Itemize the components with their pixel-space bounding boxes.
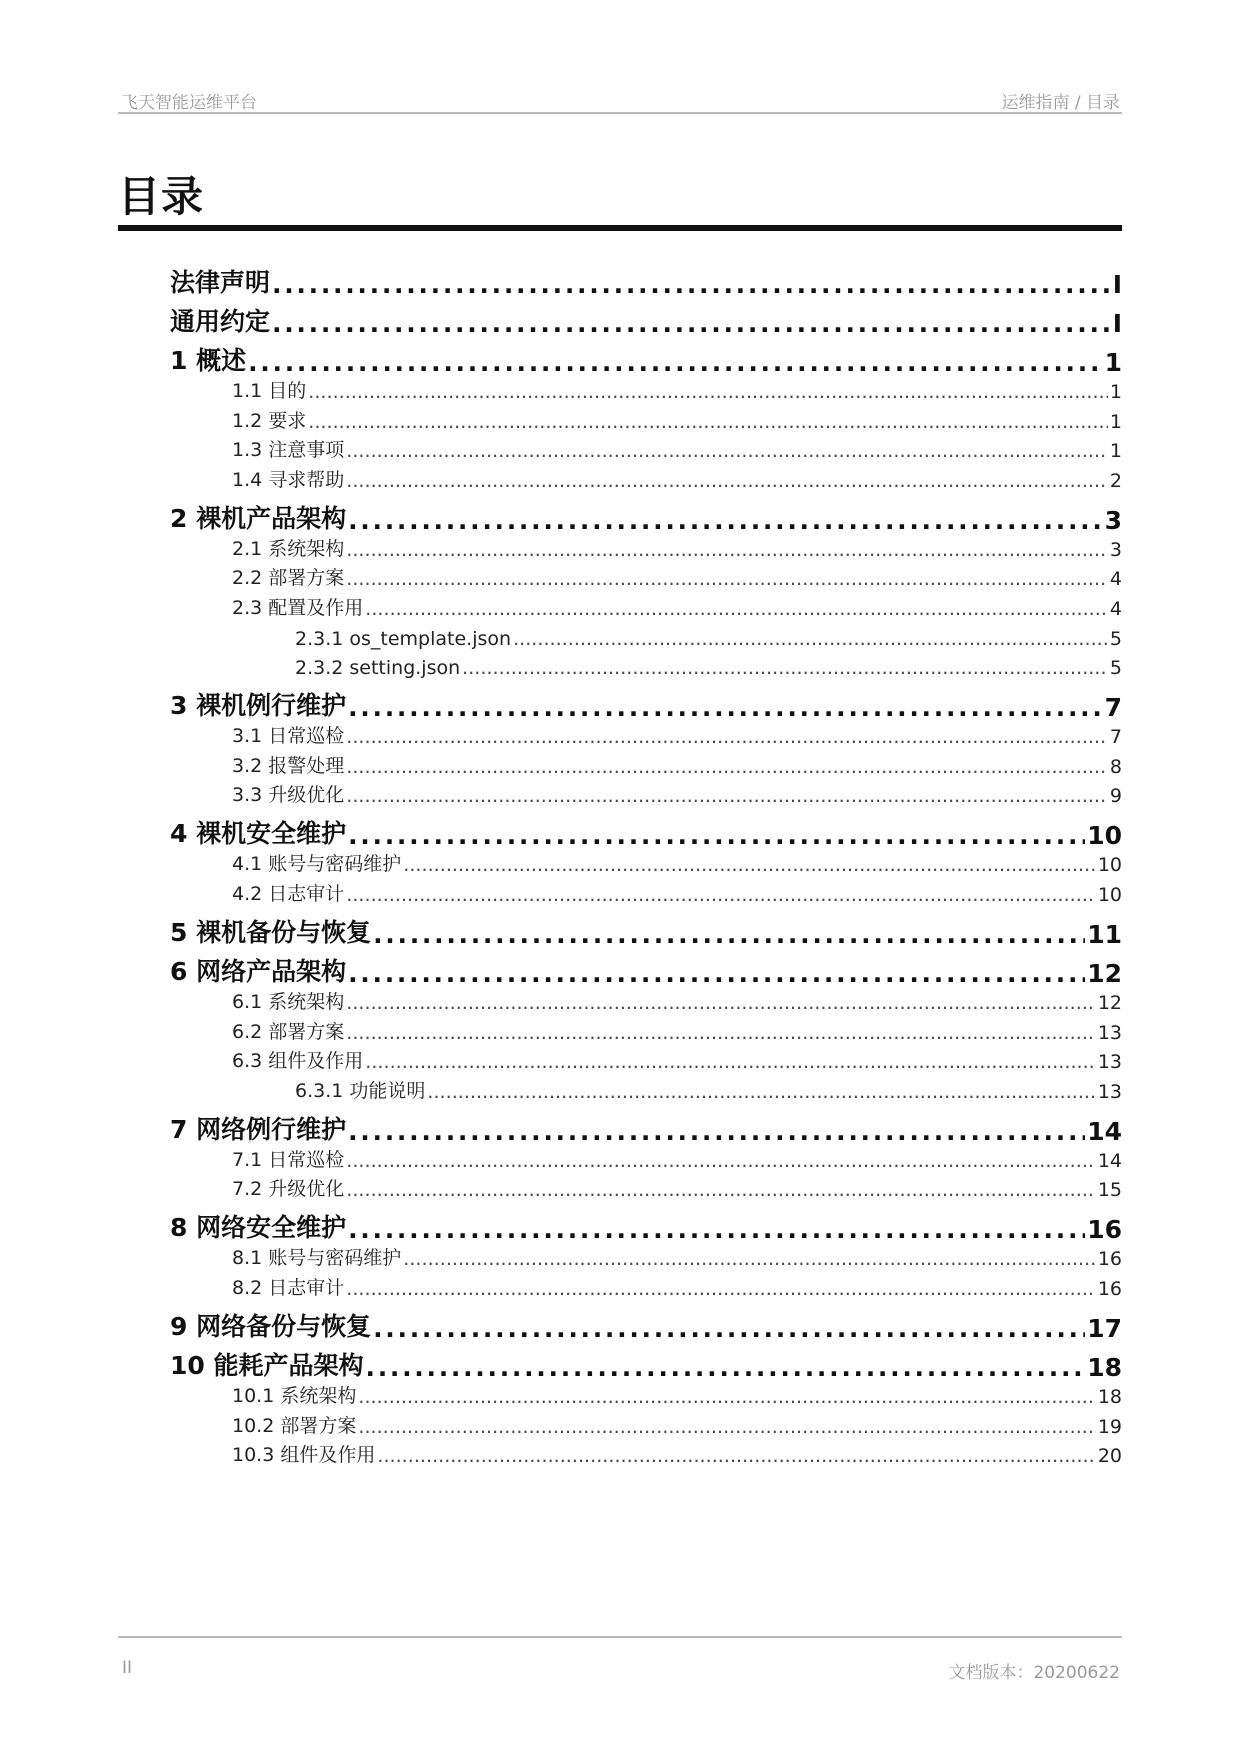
toc-dot-leader	[365, 1051, 1096, 1073]
toc-entry-label: 10.3 组件及作用	[232, 1444, 376, 1467]
toc-entry-label: 10.2 部署方案	[232, 1414, 357, 1437]
toc-entry-label: 2.2 部署方案	[232, 567, 345, 590]
toc-entry[interactable]	[232, 375, 1122, 403]
toc-dot-leader	[358, 1416, 1095, 1438]
toc-entry-page: 12	[1087, 959, 1122, 988]
toc-entry[interactable]	[170, 686, 1122, 722]
toc-entry-label: 法律声明	[170, 268, 271, 297]
toc-dot-leader	[358, 1386, 1095, 1408]
toc-entry-page: 3	[1109, 538, 1122, 561]
toc-dot-leader	[248, 348, 1102, 377]
footer-doc-version: 文档版本：20200622	[948, 1663, 1120, 1683]
toc-dot-leader	[348, 1117, 1085, 1146]
toc-entry[interactable]	[232, 1410, 1122, 1438]
toc-entry-page: 13	[1097, 1021, 1122, 1044]
toc-entry-label: 6.2 部署方案	[232, 1020, 345, 1043]
toc-dot-leader	[272, 309, 1111, 338]
toc-entry[interactable]	[295, 622, 1122, 650]
toc-entry-label: 8.2 日志审计	[232, 1277, 345, 1299]
toc-entry-page: 16	[1087, 1215, 1122, 1245]
toc-entry[interactable]	[170, 1110, 1122, 1146]
toc-entry-page: 5	[1109, 627, 1122, 650]
toc-entry-label: 1.2 要求	[232, 409, 307, 432]
toc-entry[interactable]	[170, 1307, 1122, 1343]
toc-dot-leader	[346, 756, 1108, 778]
toc-dot-leader	[462, 657, 1108, 679]
toc-entry-page: 11	[1087, 920, 1122, 949]
toc-entry[interactable]	[232, 1272, 1122, 1300]
toc-entry-page: 19	[1097, 1415, 1122, 1438]
toc-entry-page: 1	[1109, 381, 1122, 403]
toc-entry-label: 6 网络产品架构	[170, 957, 347, 986]
toc-entry[interactable]	[232, 592, 1122, 620]
toc-entry[interactable]	[232, 405, 1122, 433]
toc-entry-label: 7.1 日常巡检	[232, 1148, 345, 1171]
toc-entry-label: 3 裸机例行维护	[170, 691, 347, 721]
toc-entry-page: 9	[1109, 785, 1122, 808]
toc-entry-label: 1.3 注意事项	[232, 439, 345, 462]
toc-entry[interactable]	[170, 952, 1122, 988]
toc-entry[interactable]	[232, 1045, 1122, 1073]
toc-entry[interactable]	[232, 878, 1122, 906]
title-divider	[118, 225, 1122, 231]
toc-entry-page: 14	[1097, 1149, 1122, 1172]
toc-entry-page: 18	[1087, 1353, 1122, 1382]
toc-entry-page: 13	[1097, 1080, 1122, 1103]
toc-entry[interactable]	[170, 1208, 1122, 1244]
toc-entry-label: 10.1 系统架构	[232, 1385, 357, 1407]
toc-entry[interactable]	[170, 1346, 1122, 1382]
toc-entry[interactable]	[232, 720, 1122, 748]
toc-entry-label: 6.1 系统架构	[232, 991, 345, 1013]
toc-entry-page: 20	[1097, 1445, 1122, 1468]
toc-dot-leader	[377, 1445, 1095, 1467]
toc-entry-label: 6.3.1 功能说明	[295, 1079, 426, 1102]
toc-dot-leader	[346, 1150, 1096, 1172]
toc-entry-label: 4.2 日志审计	[232, 883, 345, 905]
toc-dot-leader	[403, 1248, 1096, 1270]
toc-entry-page: 2	[1109, 469, 1122, 492]
toc-dot-leader	[346, 440, 1108, 462]
toc-dot-leader	[346, 785, 1108, 807]
toc-dot-leader	[308, 411, 1108, 433]
toc-entry-label: 4 裸机安全维护	[170, 819, 347, 849]
toc-entry[interactable]	[295, 651, 1122, 679]
toc-entry[interactable]	[232, 848, 1122, 876]
toc-entry-label: 2.3.2 setting.json	[295, 657, 461, 680]
toc-dot-leader	[427, 1081, 1095, 1103]
toc-entry-label: 7.2 升级优化	[232, 1178, 345, 1201]
toc-dot-leader	[346, 726, 1108, 748]
toc-dot-leader	[348, 821, 1085, 850]
toc-entry-page: 5	[1109, 657, 1122, 680]
toc-entry-label: 1.4 寻求帮助	[232, 468, 345, 491]
toc-entry-label: 10 能耗产品架构	[170, 1351, 364, 1380]
toc-dot-leader	[308, 381, 1108, 403]
toc-entry-page: 1	[1109, 410, 1122, 433]
toc-entry[interactable]	[232, 562, 1122, 590]
toc-entry[interactable]	[170, 263, 1122, 299]
toc-dot-leader	[272, 270, 1111, 299]
toc-entry-page: 4	[1109, 568, 1122, 591]
toc-entry-label: 2.3.1 os_template.json	[295, 627, 512, 650]
toc-entry-label: 1 概述	[170, 346, 247, 375]
toc-entry-page: I	[1112, 309, 1122, 338]
toc-entry-label: 4.1 账号与密码维护	[232, 853, 402, 876]
toc-dot-leader	[366, 1353, 1086, 1382]
toc-entry-page: 1	[1109, 440, 1122, 463]
toc-entry-label: 8 网络安全维护	[170, 1213, 347, 1243]
toc-dot-leader	[346, 1179, 1096, 1201]
page-title: 目录	[118, 172, 205, 221]
toc-dot-leader	[346, 539, 1108, 561]
toc-dot-leader	[346, 884, 1096, 906]
toc-entry[interactable]	[232, 1144, 1122, 1172]
toc-entry-label: 2 裸机产品架构	[170, 503, 347, 533]
toc-entry-label: 3.3 升级优化	[232, 784, 345, 807]
toc-entry-label: 6.3 组件及作用	[232, 1050, 364, 1073]
toc-entry-page: 7	[1109, 726, 1122, 749]
page-footer	[118, 1636, 1122, 1683]
toc-entry-page: 10	[1097, 884, 1122, 906]
toc-dot-leader	[346, 568, 1108, 590]
toc-entry-page: 16	[1097, 1278, 1122, 1300]
toc-entry-label: 7 网络例行维护	[170, 1114, 347, 1144]
toc-entry[interactable]	[170, 913, 1122, 949]
toc-entry[interactable]	[232, 1173, 1122, 1201]
toc-entry[interactable]	[232, 1380, 1122, 1408]
toc-entry-label: 2.3 配置及作用	[232, 597, 364, 619]
toc-entry-page: 18	[1097, 1386, 1122, 1408]
toc-entry[interactable]	[170, 341, 1122, 377]
footer-page-number: II	[122, 1658, 133, 1678]
toc-entry[interactable]	[232, 464, 1122, 492]
toc-entry[interactable]	[232, 1439, 1122, 1467]
toc-dot-leader	[346, 1278, 1096, 1300]
toc-entry[interactable]	[232, 533, 1122, 561]
toc-dot-leader	[348, 1215, 1085, 1244]
header-breadcrumb: 运维指南 / 目录	[1001, 93, 1120, 113]
toc-entry-page: 4	[1109, 598, 1122, 620]
toc-entry[interactable]	[170, 499, 1122, 535]
toc-entry-page: 15	[1097, 1179, 1122, 1202]
toc-dot-leader	[348, 693, 1102, 722]
toc-entry[interactable]	[232, 779, 1122, 807]
toc-entry-page: 8	[1109, 755, 1122, 778]
toc-entry-page: 13	[1097, 1051, 1122, 1074]
page-header	[118, 86, 1122, 114]
toc-entry-label: 5 裸机备份与恢复	[170, 918, 372, 947]
toc-entry-label: 9 网络备份与恢复	[170, 1312, 372, 1341]
toc-entry-page: I	[1112, 270, 1122, 299]
toc-entry-page: 1	[1104, 348, 1122, 377]
toc-entry[interactable]	[170, 814, 1122, 850]
toc-dot-leader	[373, 920, 1085, 949]
toc-entry-label: 8.1 账号与密码维护	[232, 1247, 402, 1270]
toc-entry-page: 3	[1104, 505, 1122, 535]
toc-entry-page: 16	[1097, 1248, 1122, 1271]
toc-dot-leader	[373, 1314, 1085, 1343]
toc-entry[interactable]	[232, 1016, 1122, 1044]
header-product-name: 飞天智能运维平台	[121, 93, 257, 113]
toc-entry-label: 1.1 目的	[232, 380, 307, 402]
toc-entry-page: 14	[1087, 1116, 1122, 1146]
toc-entry-label: 3.2 报警处理	[232, 754, 345, 777]
toc-entry-label: 3.1 日常巡检	[232, 725, 345, 748]
toc-entry-page: 10	[1087, 821, 1122, 851]
toc-entry-page: 10	[1097, 854, 1122, 877]
toc-entry[interactable]	[232, 750, 1122, 778]
toc-dot-leader	[403, 854, 1096, 876]
toc-dot-leader	[346, 992, 1096, 1014]
toc-dot-leader	[348, 959, 1085, 988]
toc-entry-page: 17	[1087, 1314, 1122, 1343]
toc-entry[interactable]	[232, 986, 1122, 1014]
toc-entry[interactable]	[232, 1242, 1122, 1270]
toc-dot-leader	[365, 598, 1108, 620]
toc-entry-label: 通用约定	[170, 307, 271, 336]
toc-dot-leader	[513, 628, 1108, 650]
toc-dot-leader	[348, 506, 1102, 535]
toc-entry[interactable]	[232, 434, 1122, 462]
toc-entry-label: 2.1 系统架构	[232, 537, 345, 560]
toc-dot-leader	[346, 470, 1108, 492]
toc-entry-page: 12	[1097, 992, 1122, 1014]
toc-entry-page: 7	[1104, 693, 1122, 723]
toc-entry[interactable]	[170, 302, 1122, 338]
toc-dot-leader	[346, 1022, 1096, 1044]
toc-entry[interactable]	[295, 1075, 1122, 1103]
